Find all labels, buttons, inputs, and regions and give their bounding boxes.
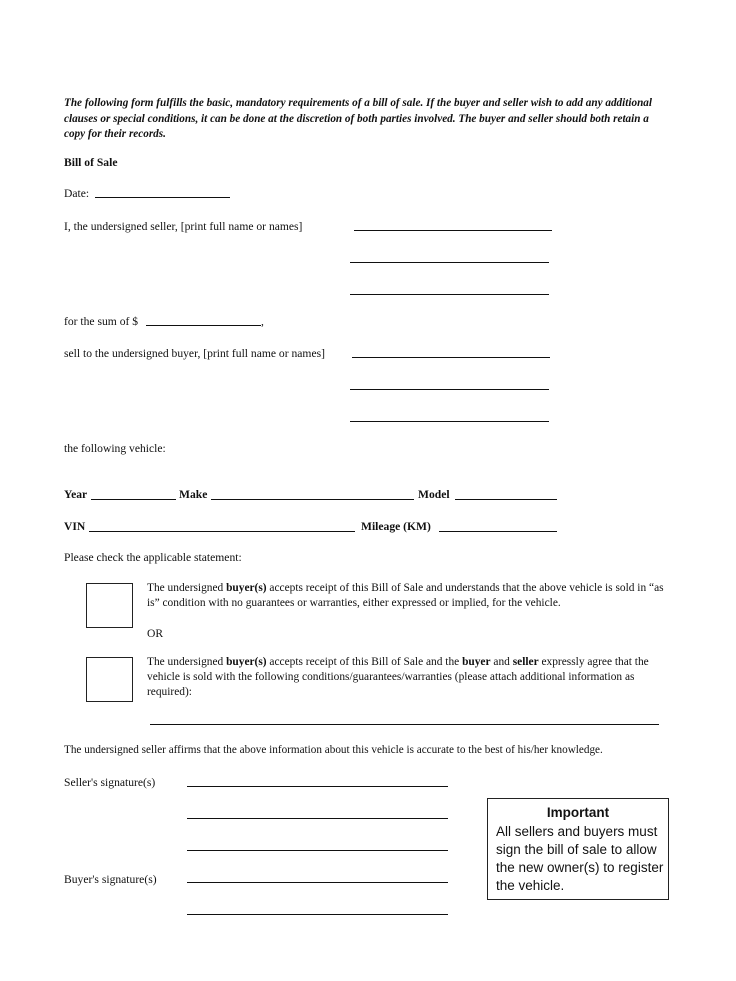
make-label: Make (179, 488, 208, 501)
buyer-signature-field-3[interactable] (187, 914, 448, 915)
seller-signature-label: Seller's signature(s) (64, 776, 156, 789)
sum-label: for the sum of $ (64, 315, 139, 328)
buyer-name-field-2[interactable] (350, 389, 549, 390)
mileage-field[interactable] (439, 531, 557, 532)
check-instruction: Please check the applicable statement: (64, 551, 242, 564)
as-is-statement: The undersigned buyer(s) accepts receipt of this Bill of Sale and understands that the above vehicle is sold in “as is” condition with no guarantees or warranties, either expressed or implied, for the vehicle. (147, 582, 664, 610)
conditions-field[interactable] (150, 724, 659, 725)
make-field[interactable] (211, 499, 414, 500)
sum-comma: , (261, 315, 264, 328)
date-label: Date: (64, 187, 90, 200)
important-body: All sellers and buyers must sign the bill of sale to allow the new owner(s) to register the vehicle. (496, 824, 664, 893)
form-title: Bill of Sale (64, 156, 118, 169)
model-field[interactable] (455, 499, 557, 500)
date-field[interactable] (95, 197, 230, 198)
intro-paragraph: The following form fulfills the basic, mandatory requirements of a bill of sale. If the buyer and seller wish to add any additional clauses or special conditions, it can be done at the discretion of both parties involved. The buyer and seller should both retain a copy for their records. (64, 97, 652, 141)
seller-name-field-2[interactable] (350, 262, 549, 263)
vehicle-label: the following vehicle: (64, 442, 166, 455)
seller-name-field-1[interactable] (354, 230, 552, 231)
vin-label: VIN (64, 520, 86, 533)
important-title: Important (546, 805, 610, 820)
buyer-signature-field-1[interactable] (187, 850, 448, 851)
buyer-name-field-3[interactable] (350, 421, 549, 422)
year-label: Year (64, 488, 88, 501)
seller-name-label: I, the undersigned seller, [print full name or names] (64, 220, 303, 233)
sum-field[interactable] (146, 325, 261, 326)
buyer-signature-field-2[interactable] (187, 882, 448, 883)
conditions-statement: The undersigned buyer(s) accepts receipt of this Bill of Sale and the buyer and seller expressly agree that the vehicle is sold with the following conditions/guarantees/warranties (please attach additional information as required): (147, 656, 649, 699)
buyer-name-field-1[interactable] (352, 357, 550, 358)
seller-name-field-3[interactable] (350, 294, 549, 295)
seller-signature-field-2[interactable] (187, 818, 448, 819)
seller-signature-field-1[interactable] (187, 786, 448, 787)
important-notice-box (487, 798, 669, 900)
buyer-signature-label: Buyer's signature(s) (64, 873, 157, 886)
vin-field[interactable] (89, 531, 355, 532)
conditions-checkbox[interactable] (86, 657, 133, 702)
affirmation-text: The undersigned seller affirms that the above information about this vehicle is accurate to the best of his/her knowledge. (64, 744, 603, 756)
mileage-label: Mileage (KM) (361, 520, 431, 533)
buyer-name-label: sell to the undersigned buyer, [print full name or names] (64, 347, 325, 360)
as-is-checkbox[interactable] (86, 583, 133, 628)
year-field[interactable] (91, 499, 176, 500)
model-label: Model (418, 488, 450, 501)
or-label: OR (147, 627, 164, 640)
